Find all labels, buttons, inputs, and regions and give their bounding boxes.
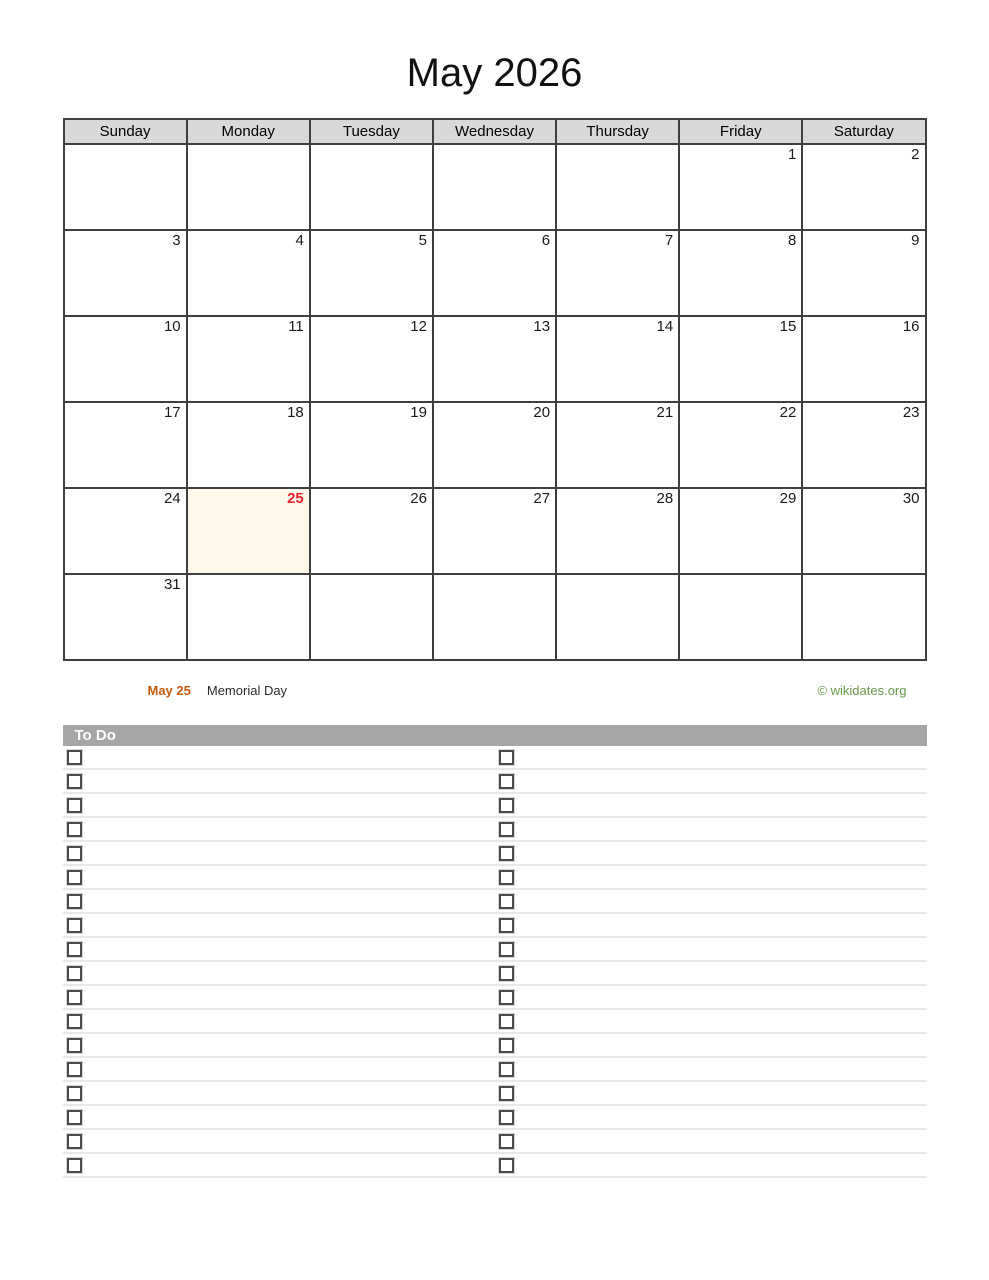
todo-checkbox[interactable] xyxy=(499,870,514,885)
todo-checkbox[interactable] xyxy=(67,1110,82,1125)
todo-line xyxy=(495,986,927,1008)
todo-checkbox[interactable] xyxy=(499,894,514,909)
todo-row xyxy=(63,914,927,938)
calendar-cell-may-15: 15 xyxy=(679,316,802,402)
todo-row xyxy=(63,866,927,890)
todo-header: To Do xyxy=(63,725,927,746)
todo-row xyxy=(63,1130,927,1154)
calendar-cell-empty xyxy=(802,574,925,660)
calendar-week-row xyxy=(64,316,926,402)
calendar-cell-may-8: 8 xyxy=(679,230,802,316)
calendar-week-row xyxy=(64,402,926,488)
todo-line xyxy=(63,1058,495,1080)
todo-line xyxy=(63,1034,495,1056)
todo-checkbox[interactable] xyxy=(67,750,82,765)
calendar-cell-may-19: 19 xyxy=(310,402,433,488)
todo-line xyxy=(495,794,927,816)
calendar-cell-empty xyxy=(64,144,187,230)
todo-row xyxy=(63,818,927,842)
todo-checkbox[interactable] xyxy=(67,774,82,789)
day-header-monday: Monday xyxy=(187,119,310,144)
calendar-week-row xyxy=(64,144,926,230)
holiday-name: Memorial Day xyxy=(206,683,288,698)
todo-line xyxy=(495,890,927,912)
todo-line xyxy=(495,1154,927,1176)
todo-line xyxy=(63,842,495,864)
calendar-cell-may-29: 29 xyxy=(679,488,802,574)
calendar-cell-may-20: 20 xyxy=(433,402,556,488)
calendar-cell-empty xyxy=(187,574,310,660)
calendar-cell-may-3: 3 xyxy=(64,230,187,316)
calendar-week-row xyxy=(64,230,926,316)
calendar-cell-may-1: 1 xyxy=(679,144,802,230)
todo-checkbox[interactable] xyxy=(499,1134,514,1149)
todo-checkbox[interactable] xyxy=(499,798,514,813)
todo-checkbox[interactable] xyxy=(67,1062,82,1077)
todo-line xyxy=(495,770,927,792)
calendar-cell-empty xyxy=(310,574,433,660)
calendar-cell-empty xyxy=(310,144,433,230)
calendar-cell-may-24: 24 xyxy=(64,488,187,574)
todo-row xyxy=(63,794,927,818)
todo-line xyxy=(63,938,495,960)
calendar-cell-may-18: 18 xyxy=(187,402,310,488)
todo-checkbox[interactable] xyxy=(499,966,514,981)
day-header-tuesday: Tuesday xyxy=(310,119,433,144)
todo-line xyxy=(495,1082,927,1104)
todo-line xyxy=(495,842,927,864)
todo-row xyxy=(63,1010,927,1034)
todo-line xyxy=(63,818,495,840)
day-header-saturday: Saturday xyxy=(802,119,925,144)
calendar-cell-may-9: 9 xyxy=(802,230,925,316)
todo-line xyxy=(495,746,927,768)
todo-row xyxy=(63,962,927,986)
calendar-cell-may-4: 4 xyxy=(187,230,310,316)
todo-row xyxy=(63,842,927,866)
calendar-cell-may-22: 22 xyxy=(679,402,802,488)
todo-line xyxy=(63,1130,495,1152)
todo-line xyxy=(495,818,927,840)
todo-row xyxy=(63,1058,927,1082)
holiday-note xyxy=(148,683,288,698)
calendar-week-row xyxy=(64,488,926,574)
todo-checkbox[interactable] xyxy=(67,822,82,837)
todo-checkbox[interactable] xyxy=(499,750,514,765)
calendar-cell-empty xyxy=(187,144,310,230)
calendar-cell-empty xyxy=(679,574,802,660)
todo-checkbox[interactable] xyxy=(67,918,82,933)
day-header-row xyxy=(64,119,926,144)
todo-checkbox[interactable] xyxy=(67,870,82,885)
todo-checkbox[interactable] xyxy=(67,1014,82,1029)
calendar-cell-empty xyxy=(556,144,679,230)
todo-line xyxy=(63,986,495,1008)
todo-checkbox[interactable] xyxy=(499,1158,514,1173)
calendar-cell-may-11: 11 xyxy=(187,316,310,402)
calendar-cell-may-5: 5 xyxy=(310,230,433,316)
todo-checkbox[interactable] xyxy=(499,1014,514,1029)
todo-row xyxy=(63,770,927,794)
calendar-cell-may-2: 2 xyxy=(802,144,925,230)
todo-line xyxy=(63,1082,495,1104)
todo-row xyxy=(63,938,927,962)
todo-row xyxy=(63,986,927,1010)
todo-line xyxy=(63,890,495,912)
todo-checkbox[interactable] xyxy=(499,942,514,957)
todo-line xyxy=(63,770,495,792)
todo-checkbox[interactable] xyxy=(499,918,514,933)
todo-list xyxy=(63,746,927,1178)
calendar-cell-may-10: 10 xyxy=(64,316,187,402)
todo-line xyxy=(495,938,927,960)
todo-row xyxy=(63,1106,927,1130)
calendar-cell-may-12: 12 xyxy=(310,316,433,402)
calendar-cell-may-17: 17 xyxy=(64,402,187,488)
calendar-cell-may-27: 27 xyxy=(433,488,556,574)
todo-line xyxy=(63,866,495,888)
copyright-link[interactable]: © wikidates.org xyxy=(817,683,907,698)
todo-checkbox[interactable] xyxy=(67,966,82,981)
day-header-friday: Friday xyxy=(679,119,802,144)
calendar-cell-may-21: 21 xyxy=(556,402,679,488)
todo-line xyxy=(495,962,927,984)
calendar-cell-may-14: 14 xyxy=(556,316,679,402)
todo-checkbox[interactable] xyxy=(67,990,82,1005)
day-header-wednesday: Wednesday xyxy=(433,119,556,144)
todo-line xyxy=(63,794,495,816)
calendar-cell-may-30: 30 xyxy=(802,488,925,574)
calendar-cell-empty xyxy=(556,574,679,660)
todo-checkbox[interactable] xyxy=(499,1110,514,1125)
todo-checkbox[interactable] xyxy=(67,942,82,957)
todo-line xyxy=(63,914,495,936)
todo-checkbox[interactable] xyxy=(499,1038,514,1053)
holiday-date: May 25 xyxy=(147,683,191,698)
todo-checkbox[interactable] xyxy=(67,798,82,813)
todo-line xyxy=(63,1154,495,1176)
todo-line xyxy=(63,962,495,984)
todo-line xyxy=(495,1010,927,1032)
calendar-cell-may-16: 16 xyxy=(802,316,925,402)
todo-checkbox[interactable] xyxy=(499,774,514,789)
todo-line xyxy=(495,866,927,888)
todo-row xyxy=(63,890,927,914)
todo-section xyxy=(63,725,927,1178)
todo-checkbox[interactable] xyxy=(499,1062,514,1077)
todo-line xyxy=(495,1106,927,1128)
todo-checkbox[interactable] xyxy=(67,846,82,861)
todo-checkbox[interactable] xyxy=(499,1086,514,1101)
todo-row xyxy=(63,1082,927,1106)
page-title: May 2026 xyxy=(406,51,583,95)
todo-line xyxy=(495,1034,927,1056)
calendar-page xyxy=(63,0,927,1178)
todo-checkbox[interactable] xyxy=(67,1158,82,1173)
todo-line xyxy=(63,1106,495,1128)
todo-checkbox[interactable] xyxy=(499,822,514,837)
calendar-cell-empty xyxy=(433,144,556,230)
calendar-cell-may-31: 31 xyxy=(64,574,187,660)
todo-checkbox[interactable] xyxy=(67,1134,82,1149)
day-header-thursday: Thursday xyxy=(556,119,679,144)
todo-checkbox[interactable] xyxy=(67,1086,82,1101)
todo-row xyxy=(63,1034,927,1058)
calendar-cell-may-7: 7 xyxy=(556,230,679,316)
todo-line xyxy=(495,914,927,936)
todo-checkbox[interactable] xyxy=(67,1038,82,1053)
todo-line xyxy=(63,746,495,768)
calendar-cell-may-28: 28 xyxy=(556,488,679,574)
day-header-sunday: Sunday xyxy=(64,119,187,144)
todo-checkbox[interactable] xyxy=(67,894,82,909)
calendar-cell-may-25: 25 xyxy=(187,488,310,574)
calendar-cell-may-6: 6 xyxy=(433,230,556,316)
month-calendar xyxy=(63,118,927,661)
todo-row xyxy=(63,1154,927,1178)
calendar-cell-empty xyxy=(433,574,556,660)
calendar-cell-may-13: 13 xyxy=(433,316,556,402)
calendar-cell-may-23: 23 xyxy=(802,402,925,488)
todo-line xyxy=(495,1058,927,1080)
calendar-footer xyxy=(63,683,927,698)
calendar-week-row xyxy=(64,574,926,660)
todo-line xyxy=(495,1130,927,1152)
calendar-cell-may-26: 26 xyxy=(310,488,433,574)
todo-line xyxy=(63,1010,495,1032)
todo-row xyxy=(63,746,927,770)
todo-checkbox[interactable] xyxy=(499,990,514,1005)
todo-checkbox[interactable] xyxy=(499,846,514,861)
